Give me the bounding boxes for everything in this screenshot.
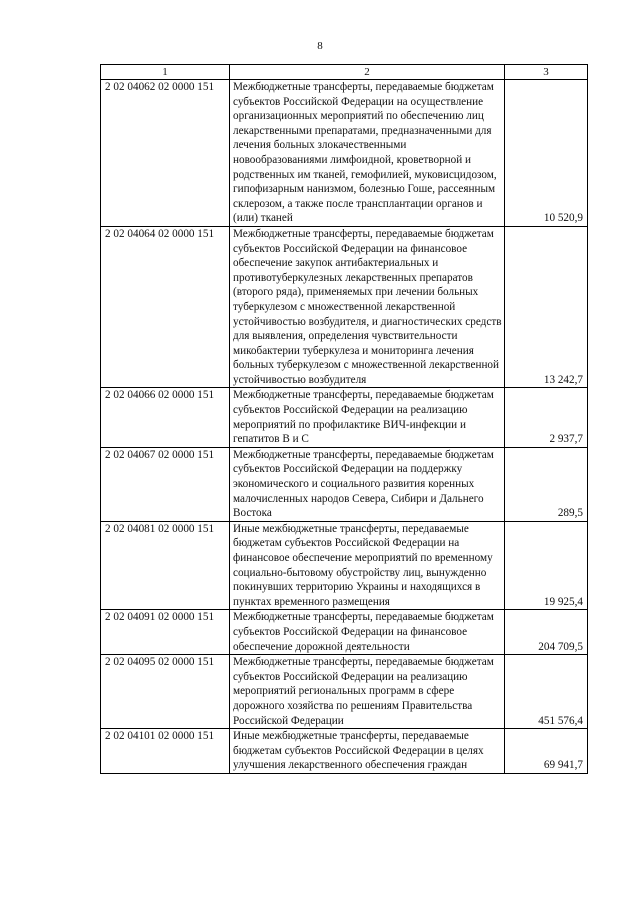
amount: 2 937,7	[505, 388, 588, 447]
amount: 204 709,5	[505, 610, 588, 655]
budget-code: 2 02 04091 02 0000 151	[101, 610, 230, 655]
column-header-2: 2	[230, 65, 505, 80]
table-row	[101, 226, 588, 388]
amount: 289,5	[505, 447, 588, 521]
amount: 13 242,7	[505, 226, 588, 388]
table-row	[101, 610, 588, 655]
table-header	[101, 65, 588, 80]
budget-table	[100, 64, 588, 774]
table-row	[101, 521, 588, 610]
transfer-description: Межбюджетные трансферты, передаваемые бюджетам субъектов Российской Федерации на реализацию мероприятий региональных программ в сфере дорожного хозяйства по решениям Правительства Российской Федерации	[230, 655, 505, 729]
budget-code: 2 02 04095 02 0000 151	[101, 655, 230, 729]
budget-code: 2 02 04067 02 0000 151	[101, 447, 230, 521]
column-header-3: 3	[505, 65, 588, 80]
transfer-description: Межбюджетные трансферты, передаваемые бюджетам субъектов Российской Федерации на финансовое обеспечение закупок антибактериальных и противотуберкулезных лекарственных препаратов (второго ряда), применяемых при лечении больных туберкулезом с множественной лекарственной устойчивостью возбудителя, и диагностических средств для выявления, определения чувствительности микобактерии туберкулеза и мониторинга лечения больных туберкулезом с множественной лекарственной устойчивостью возбудителя	[230, 226, 505, 388]
budget-code: 2 02 04066 02 0000 151	[101, 388, 230, 447]
transfer-description: Иные межбюджетные трансферты, передаваемые бюджетам субъектов Российской Федерации на финансовое обеспечение мероприятий по временному социально-бытовому обустройству лиц, вынужденно покинувших территорию Украины и находящихся в пунктах временного размещения	[230, 521, 505, 610]
table-row	[101, 729, 588, 774]
amount: 10 520,9	[505, 80, 588, 227]
page-number: 8	[317, 40, 323, 52]
budget-code: 2 02 04081 02 0000 151	[101, 521, 230, 610]
table-row	[101, 655, 588, 729]
transfer-description: Межбюджетные трансферты, передаваемые бюджетам субъектов Российской Федерации на финансовое обеспечение дорожной деятельности	[230, 610, 505, 655]
table-row	[101, 388, 588, 447]
amount: 69 941,7	[505, 729, 588, 774]
transfer-description: Межбюджетные трансферты, передаваемые бюджетам субъектов Российской Федерации на осуществление организационных мероприятий по обеспечению лиц лекарственными препаратами, предназначенными для лечения больных злокачественными новообразованиями лимфоидной, кроветворной и родственных им тканей, гемофилией, муковисцидозом, гипофизарным нанизмом, болезнью Гоше, рассеянным склерозом, а также после трансплантации органов и (или) тканей	[230, 80, 505, 227]
header-row	[101, 65, 588, 80]
amount: 19 925,4	[505, 521, 588, 610]
amount: 451 576,4	[505, 655, 588, 729]
column-header-1: 1	[101, 65, 230, 80]
table-row	[101, 80, 588, 227]
table-row	[101, 447, 588, 521]
table-body	[101, 80, 588, 774]
budget-code: 2 02 04062 02 0000 151	[101, 80, 230, 227]
transfer-description: Иные межбюджетные трансферты, передаваемые бюджетам субъектов Российской Федерации в целях улучшения лекарственного обеспечения граждан	[230, 729, 505, 774]
transfer-description: Межбюджетные трансферты, передаваемые бюджетам субъектов Российской Федерации на реализацию мероприятий по профилактике ВИЧ-инфекции и гепатитов B и C	[230, 388, 505, 447]
budget-code: 2 02 04064 02 0000 151	[101, 226, 230, 388]
budget-code: 2 02 04101 02 0000 151	[101, 729, 230, 774]
transfer-description: Межбюджетные трансферты, передаваемые бюджетам субъектов Российской Федерации на поддержку экономического и социального развития коренных малочисленных народов Севера, Сибири и Дальнего Востока	[230, 447, 505, 521]
